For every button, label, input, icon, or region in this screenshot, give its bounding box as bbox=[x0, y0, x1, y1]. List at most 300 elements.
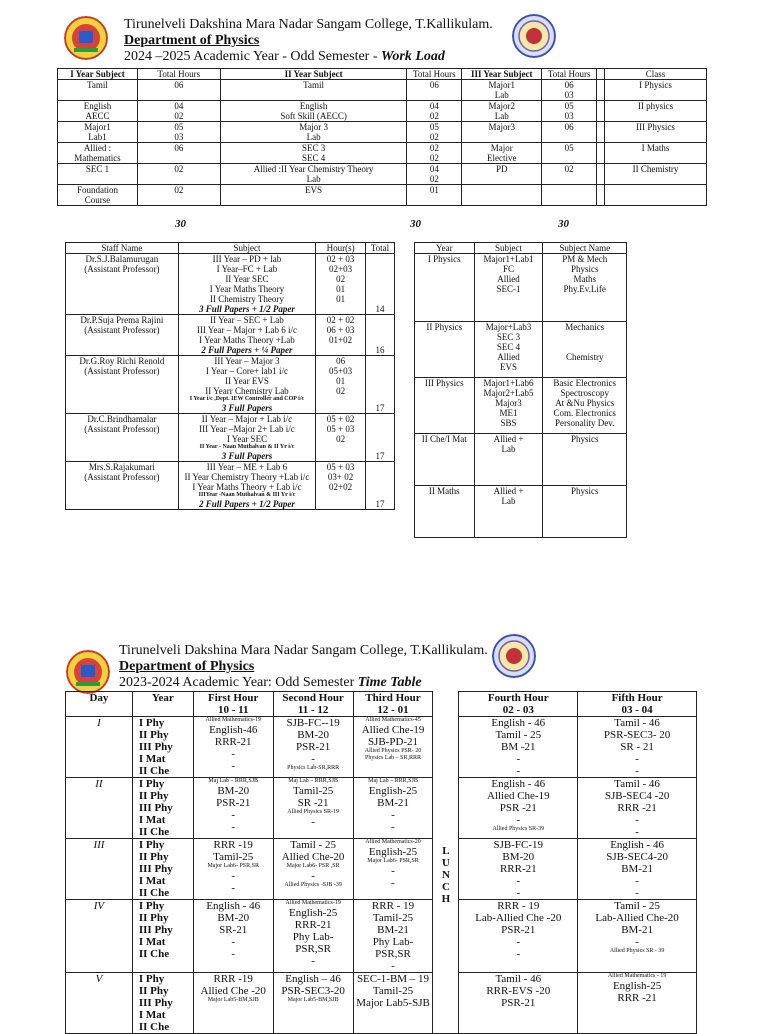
lunch-cell bbox=[433, 717, 459, 1034]
workload-cell bbox=[542, 122, 597, 143]
cell-line: Lab-Allied Che -20 bbox=[475, 912, 562, 924]
cell-line: Com. Electronics bbox=[553, 408, 616, 418]
staff-row bbox=[66, 315, 395, 356]
cell-line: Mathematics bbox=[74, 153, 121, 163]
subject-line: I Year Maths Theory bbox=[209, 284, 285, 294]
cell-line: Major3 bbox=[488, 122, 515, 132]
cell-line: - bbox=[231, 760, 236, 772]
cell-line: III Phy bbox=[138, 741, 173, 753]
cell-line: II Che bbox=[138, 765, 170, 777]
total-value: 17 bbox=[375, 403, 385, 413]
cell-line: 06 bbox=[336, 356, 346, 366]
cell-line: Physics bbox=[570, 264, 599, 274]
cell-line: I Mat bbox=[138, 753, 166, 765]
col-i-year-subject: I Year Subject bbox=[58, 69, 138, 80]
workload-cell bbox=[605, 164, 707, 185]
workload-cell bbox=[407, 164, 462, 185]
cell-line: Spectroscopy bbox=[560, 388, 609, 398]
cell-line: II Phy bbox=[138, 912, 169, 924]
cell-line: - bbox=[635, 936, 639, 948]
cell-line: BM-20 bbox=[502, 851, 535, 863]
subject-line: IIIYear -Naan Muthalvan & III Yr i/c bbox=[198, 492, 296, 498]
period-cell bbox=[193, 973, 273, 1034]
cell-line: 02 bbox=[336, 274, 346, 284]
period-cell bbox=[578, 973, 697, 1034]
cell-line: Dr.P.Suja Prema Rajini bbox=[80, 315, 164, 325]
cell-line: II Phy bbox=[138, 790, 169, 802]
summary-line: 2 Full Papers + ¼ Paper bbox=[201, 345, 293, 355]
col-fourth-hour: Fourth Hour 02 - 03 bbox=[459, 692, 578, 717]
cell-line: Elective bbox=[487, 153, 517, 163]
cell-line: RRR-21 bbox=[294, 919, 332, 931]
staff-subjects bbox=[178, 414, 315, 462]
workload-cell bbox=[407, 101, 462, 122]
cell-line: Tamil - 46 bbox=[614, 778, 660, 790]
workload-cell bbox=[58, 143, 138, 164]
cell-line: BM-20 bbox=[217, 785, 250, 797]
period-cell bbox=[193, 900, 273, 973]
cell-line: RRR-EVS -20 bbox=[486, 985, 551, 997]
cell-line: I Phy bbox=[138, 900, 165, 912]
cell-line: II Maths bbox=[428, 486, 460, 496]
staff-hours bbox=[316, 356, 366, 414]
workload-cell bbox=[462, 143, 542, 164]
cell-line: I Phy bbox=[138, 717, 165, 729]
period-cell bbox=[273, 900, 353, 973]
cell-line: - bbox=[231, 870, 236, 882]
workload-cell bbox=[58, 164, 138, 185]
spacer-cell bbox=[597, 143, 605, 164]
academic-year-text: 2024 –2025 Academic Year - Odd Semester - bbox=[124, 49, 382, 64]
allied-cell bbox=[415, 434, 475, 486]
cell-line: 02 bbox=[429, 111, 439, 121]
period-cell bbox=[578, 717, 697, 778]
cell-line: Allied bbox=[497, 352, 520, 362]
staff-name bbox=[66, 315, 179, 356]
workload-cell bbox=[137, 143, 220, 164]
period-cell bbox=[578, 839, 697, 900]
cell-line: Maths bbox=[573, 274, 596, 284]
cell-line: 02 bbox=[429, 153, 439, 163]
cell-line: Allied Physics -SJB -39 bbox=[284, 882, 342, 888]
subject-line: II Year SEC bbox=[225, 274, 269, 284]
cell-line: 02+03 bbox=[329, 264, 353, 274]
cell-line: PSR-SEC3-20 bbox=[281, 985, 345, 997]
workload-cell bbox=[462, 164, 542, 185]
cell-line: Allied Physics SR-19 bbox=[287, 809, 339, 815]
cell-line: II Chemistry bbox=[632, 164, 679, 174]
cell-line: 02 bbox=[336, 386, 346, 396]
subject-line: I Year Maths Theory +Lab bbox=[199, 335, 295, 345]
cell-line: English-25 bbox=[368, 846, 418, 858]
cell-line: - bbox=[231, 821, 236, 833]
workload-row bbox=[58, 101, 707, 122]
staff-hours bbox=[316, 315, 366, 356]
allied-cell bbox=[474, 322, 543, 378]
allied-cell bbox=[415, 254, 475, 322]
cell-line: 01 bbox=[336, 294, 346, 304]
lunch-letter: U bbox=[441, 856, 450, 869]
staff-name bbox=[66, 414, 179, 462]
day-cell: III bbox=[66, 839, 133, 900]
cell-line: - bbox=[231, 809, 236, 821]
cell-line: 06 + 03 bbox=[326, 325, 355, 335]
cell-line: Tamil - 25 bbox=[614, 900, 660, 912]
cell-line: PSR-SEC3- 20 bbox=[603, 729, 671, 741]
cell-line: III Phy bbox=[138, 924, 173, 936]
allied-row bbox=[415, 322, 627, 378]
workload-cell bbox=[220, 80, 407, 101]
col-day: Day bbox=[66, 692, 133, 717]
subject-line: III Year – ME + Lab 6 bbox=[206, 462, 288, 472]
day-cell: I bbox=[66, 717, 133, 778]
col-second-hour: Second Hour 11 - 12 bbox=[273, 692, 353, 717]
period-cell bbox=[353, 717, 433, 778]
period-cell bbox=[459, 778, 578, 839]
cell-line: SEC 3 bbox=[301, 143, 326, 153]
cell-line: Allied + bbox=[493, 486, 524, 496]
cell-line: RRR -21 bbox=[617, 802, 657, 814]
subject-line: I Year i/c ,Dept. IEW Controller and COP i/c bbox=[189, 396, 305, 402]
cell-line: Lab1 bbox=[88, 132, 107, 142]
cell-line: III Phy bbox=[138, 802, 173, 814]
workload-cell bbox=[58, 101, 138, 122]
cell-line: - bbox=[635, 826, 639, 838]
cell-line: PM & Mech bbox=[562, 254, 608, 264]
cell-line: Dr.G.Roy Richi Renold bbox=[79, 356, 165, 366]
cell-line: 04 bbox=[174, 101, 184, 111]
cell-line: - bbox=[311, 753, 315, 765]
subject-line: III Year – Major + Lab 6 i/c bbox=[196, 325, 297, 335]
col-total-hours-3: Total Hours bbox=[542, 69, 597, 80]
workload-cell bbox=[58, 122, 138, 143]
academic-year-line bbox=[124, 49, 445, 65]
spacer-cell bbox=[597, 122, 605, 143]
college-logo-2 bbox=[66, 650, 110, 694]
tt-department-title: Department of Physics bbox=[119, 659, 255, 674]
cell-line: SEC-1 bbox=[496, 284, 521, 294]
cell-line: Physics bbox=[570, 486, 599, 496]
cell-line: RRR - 19 bbox=[497, 900, 540, 912]
summary-line: 3 Full Papers + 1/2 Paper bbox=[199, 304, 295, 314]
staff-row bbox=[66, 356, 395, 414]
year-cell bbox=[132, 717, 193, 778]
col-fifth-hour: Fifth Hour 03 - 04 bbox=[578, 692, 697, 717]
cell-line: RRR -19 bbox=[213, 839, 253, 851]
cell-line: - bbox=[516, 887, 521, 899]
col-class: Class bbox=[605, 69, 707, 80]
cell-line: - bbox=[231, 748, 236, 760]
cell-line: PSR -21 bbox=[499, 802, 537, 814]
cell-line: 05 + 02 bbox=[326, 414, 355, 424]
cell-line: English-25 bbox=[288, 907, 338, 919]
lunch-letter: N bbox=[441, 868, 450, 881]
col-lunch-header bbox=[433, 692, 459, 717]
cell-line: Lab bbox=[501, 444, 516, 454]
cell-line: Foundation bbox=[76, 185, 118, 195]
allied-cell bbox=[415, 378, 475, 434]
period-cell bbox=[273, 778, 353, 839]
cell-line: Allied : bbox=[83, 143, 112, 153]
cell-line: - bbox=[635, 814, 639, 826]
workload-cell bbox=[605, 143, 707, 164]
col-total-hours-1: Total Hours bbox=[137, 69, 220, 80]
col-ii-year-subject: II Year Subject bbox=[220, 69, 407, 80]
workload-cell bbox=[220, 164, 407, 185]
cell-line: Major1+Lab1 bbox=[483, 254, 534, 264]
cell-line: - bbox=[516, 814, 521, 826]
period-cell bbox=[273, 839, 353, 900]
allied-cell bbox=[474, 378, 543, 434]
cell-line: Tamil - 25 bbox=[495, 729, 542, 741]
cell-line: - bbox=[311, 870, 315, 882]
cell-line: Allied Physics PSR- 20 bbox=[364, 748, 422, 754]
total-i-year: 30 bbox=[175, 218, 186, 230]
cell-line: SJB-SEC4-20 bbox=[606, 851, 668, 863]
staff-total bbox=[366, 414, 395, 462]
college-logo bbox=[64, 16, 108, 60]
cell-line: II Che bbox=[138, 887, 170, 899]
col-hours: Hour(s) bbox=[316, 243, 366, 254]
cell-line: SR -21 bbox=[297, 797, 329, 809]
allied-row bbox=[415, 434, 627, 486]
workload-cell bbox=[220, 143, 407, 164]
subject-line: II Year – Major + Lab i/c bbox=[201, 414, 293, 424]
cell-line: Major 3 bbox=[299, 122, 328, 132]
spacer-cell bbox=[597, 185, 605, 206]
cell-line: I Mat bbox=[138, 1009, 166, 1021]
workload-cell bbox=[137, 185, 220, 206]
cell-line: Mechanics bbox=[565, 322, 605, 332]
cell-line: English bbox=[299, 101, 328, 111]
cell-line: Tamil-25 bbox=[213, 851, 254, 863]
cell-line: PSR-21 bbox=[501, 997, 536, 1009]
cell-line: Major2 bbox=[488, 101, 515, 111]
cell-line: 05 bbox=[429, 122, 439, 132]
cell-line: Allied :II Year Chemistry Theory bbox=[253, 164, 374, 174]
period-cell bbox=[273, 717, 353, 778]
total-iii-year: 30 bbox=[558, 218, 569, 230]
cell-line: SEC 3 bbox=[496, 332, 521, 342]
allied-body bbox=[415, 254, 627, 538]
workload-cell bbox=[462, 122, 542, 143]
cell-line: English-46 bbox=[209, 724, 258, 736]
cell-line: III Physics bbox=[424, 378, 464, 388]
cell-line: Tamil bbox=[303, 80, 325, 90]
cell-line: 05 + 03 bbox=[326, 424, 355, 434]
cell-line: - bbox=[311, 816, 315, 828]
cell-line: Chemistry bbox=[565, 352, 604, 362]
cell-line: RRR -19 bbox=[213, 973, 253, 985]
cell-line: RRR - 19 bbox=[371, 900, 415, 912]
cell-line: Personality Dev. bbox=[555, 418, 615, 428]
cell-line: 02 + 02 bbox=[326, 315, 355, 325]
cell-line: BM-20 bbox=[297, 729, 329, 741]
col-third-hour: Third Hour 12 - 01 bbox=[353, 692, 433, 717]
cell-line: Major1 bbox=[488, 80, 515, 90]
subject-line: II Year Chemistry Theory +Lab i/c bbox=[184, 472, 310, 482]
cell-line: - bbox=[391, 877, 395, 889]
workload-cell bbox=[462, 101, 542, 122]
cell-line: English - 46 bbox=[491, 778, 546, 790]
cell-line: Allied Mathematics - 19 bbox=[607, 973, 667, 979]
cell-line: (Assistant Professor) bbox=[84, 325, 160, 335]
allied-cell bbox=[543, 254, 627, 322]
year-cell bbox=[132, 839, 193, 900]
spacer-cell bbox=[597, 164, 605, 185]
year-cell bbox=[132, 778, 193, 839]
workload-row bbox=[58, 185, 707, 206]
workload-row bbox=[58, 143, 707, 164]
cell-line: Major+Lab3 bbox=[485, 322, 532, 332]
staff-total bbox=[366, 462, 395, 510]
col-allied-subject: Subject bbox=[474, 243, 543, 254]
period-cell bbox=[459, 717, 578, 778]
cell-line: Major Lab6- PSR ,SR bbox=[286, 863, 340, 869]
cell-line: SEC 4 bbox=[496, 342, 521, 352]
cell-line: English - 46 bbox=[206, 900, 261, 912]
cell-line: Phy Lab-PSR,SR bbox=[372, 936, 414, 960]
period-cell bbox=[273, 973, 353, 1034]
cell-line: 02 bbox=[429, 132, 439, 142]
workload-cell bbox=[220, 185, 407, 206]
workload-row bbox=[58, 80, 707, 101]
cell-line: 03 bbox=[564, 111, 574, 121]
academic-year-suffix: Work Load bbox=[381, 49, 445, 64]
cell-line: Physics Lab-SR,RRR bbox=[287, 765, 340, 771]
cell-line: SEC-1-BM – 19 bbox=[356, 973, 430, 985]
cell-line: RRR-21 bbox=[499, 863, 537, 875]
cell-line: (Assistant Professor) bbox=[84, 264, 160, 274]
allied-cell bbox=[415, 486, 475, 538]
cell-line: - bbox=[635, 875, 639, 887]
cell-line: SEC 1 bbox=[85, 164, 110, 174]
cell-line: Lab bbox=[306, 174, 321, 184]
cell-line: 06 bbox=[564, 80, 574, 90]
cell-line: I Maths bbox=[641, 143, 670, 153]
cell-line: AECC bbox=[85, 111, 110, 121]
staff-subjects bbox=[178, 462, 315, 510]
period-cell bbox=[459, 839, 578, 900]
cell-line: II Che bbox=[138, 826, 170, 838]
cell-line: - bbox=[516, 765, 521, 777]
workload-cell bbox=[462, 80, 542, 101]
cell-line: SR - 21 bbox=[620, 741, 654, 753]
allied-row bbox=[415, 254, 627, 322]
summary-line: 3 Full Papers bbox=[221, 403, 273, 413]
cell-line: Lab-Allied Che-20 bbox=[595, 912, 679, 924]
workload-cell bbox=[605, 185, 707, 206]
period-cell bbox=[578, 900, 697, 973]
day-cell: V bbox=[66, 973, 133, 1034]
col-iii-year-subject: III Year Subject bbox=[462, 69, 542, 80]
cell-line: PD bbox=[495, 164, 508, 174]
cell-line: - bbox=[391, 809, 395, 821]
seal-logo bbox=[512, 14, 556, 58]
workload-cell bbox=[462, 185, 542, 206]
period-cell bbox=[353, 778, 433, 839]
cell-line: Tamil-25 bbox=[293, 785, 334, 797]
cell-line: BM-21 bbox=[621, 863, 653, 875]
workload-cell bbox=[542, 185, 597, 206]
cell-line: - bbox=[391, 821, 395, 833]
workload-cell bbox=[542, 101, 597, 122]
cell-line: II Phy bbox=[138, 985, 169, 997]
cell-line: Lab bbox=[494, 90, 509, 100]
cell-line: 02 bbox=[174, 185, 184, 195]
workload-row bbox=[58, 164, 707, 185]
cell-line: I Phy bbox=[138, 973, 165, 985]
cell-line: Tamil bbox=[87, 80, 108, 90]
spacer bbox=[597, 69, 605, 80]
workload-cell bbox=[605, 101, 707, 122]
cell-line: 03 bbox=[564, 90, 574, 100]
cell-line: II Che/I Mat bbox=[421, 434, 467, 444]
cell-line: Allied Che-19 bbox=[486, 790, 550, 802]
cell-line: Allied Che -20 bbox=[200, 985, 266, 997]
cell-line: - bbox=[231, 882, 236, 894]
total-ii-year: 30 bbox=[410, 218, 421, 230]
cell-line: II physics bbox=[637, 101, 674, 111]
workload-cell bbox=[137, 101, 220, 122]
college-name: Tirunelveli Dakshina Mara Nadar Sangam College, T.Kallikulam. bbox=[124, 17, 493, 32]
cell-line: Major1+Lab6 bbox=[483, 378, 534, 388]
total-value: 17 bbox=[375, 451, 385, 461]
subject-line: III Year – Major 3 bbox=[214, 356, 280, 366]
cell-line: III Phy bbox=[138, 863, 173, 875]
cell-line: Dr.S.J.Balamurugan bbox=[85, 254, 159, 264]
workload-row bbox=[58, 122, 707, 143]
year-cell bbox=[132, 973, 193, 1034]
period-cell bbox=[353, 973, 433, 1034]
cell-line: 03 bbox=[174, 132, 184, 142]
cell-line: 06 bbox=[429, 80, 439, 90]
cell-line: Allied Mathematics-19 bbox=[285, 900, 341, 906]
workload-cell bbox=[407, 80, 462, 101]
allied-row bbox=[415, 378, 627, 434]
cell-line: Major2+Lab5 bbox=[483, 388, 534, 398]
cell-line: Tamil-25 bbox=[372, 985, 414, 997]
workload-cell bbox=[605, 122, 707, 143]
cell-line: 05 bbox=[174, 122, 184, 132]
total-value: 16 bbox=[375, 345, 385, 355]
cell-line: PSR-21 bbox=[216, 797, 251, 809]
cell-line: Major Lab5-BM,SJB bbox=[207, 997, 259, 1003]
staff-body bbox=[66, 254, 395, 510]
cell-line: Maj Lab – RRR,SJB bbox=[208, 778, 259, 784]
staff-subjects bbox=[178, 315, 315, 356]
cell-line: - bbox=[311, 955, 315, 967]
allied-cell bbox=[543, 378, 627, 434]
timetable-row bbox=[66, 778, 697, 839]
cell-line: RRR -21 bbox=[617, 992, 657, 1004]
cell-line: II Physics bbox=[426, 322, 463, 332]
workload-cell bbox=[542, 143, 597, 164]
cell-line: (Assistant Professor) bbox=[84, 424, 160, 434]
timetable-row bbox=[66, 900, 697, 973]
subject-line: I Year SEC bbox=[226, 434, 268, 444]
allied-table bbox=[414, 242, 627, 538]
cell-line: II Phy bbox=[138, 851, 169, 863]
period-cell bbox=[353, 839, 433, 900]
day-cell: IV bbox=[66, 900, 133, 973]
cell-line: Dr.C.Brindhamalar bbox=[87, 414, 157, 424]
workload-cell bbox=[137, 164, 220, 185]
staff-row bbox=[66, 462, 395, 510]
period-cell bbox=[459, 900, 578, 973]
allied-cell bbox=[474, 434, 543, 486]
staff-hours bbox=[316, 462, 366, 510]
